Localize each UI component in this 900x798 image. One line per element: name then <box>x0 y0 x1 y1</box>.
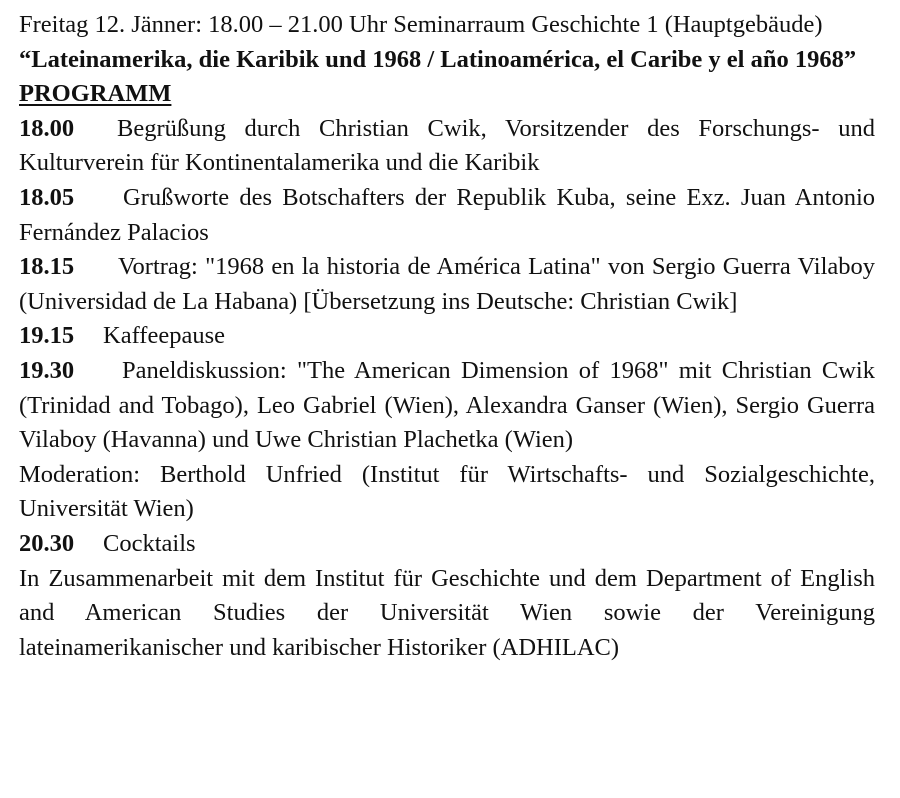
program-heading-text: PROGRAMM <box>19 80 172 108</box>
program-item-text: Kaffeepause <box>103 322 225 350</box>
program-item-time: 18.05 <box>19 183 75 211</box>
program-item-text: Begrüßung durch Christian Cwik, Vorsitzender des Forschungs- und Kulturverein für Kontinentalamerika und die Karibik <box>19 114 875 177</box>
program-item-text: Vortrag: "1968 en la historia de América Latina" von Sergio Guerra Vilaboy (Universidad de La Habana) [Übersetzung ins Deutsche: Christian Cwik] <box>19 253 875 315</box>
program-item <box>19 250 875 319</box>
program-item-text: Moderation: Berthold Unfried (Institut für Wirtschafts- und Sozialgeschichte, Universität Wien) <box>19 460 875 523</box>
document-body <box>19 8 875 665</box>
program-moderation <box>19 458 875 527</box>
program-item-time: 18.15 <box>19 253 75 281</box>
event-title: “Lateinamerika, die Karibik und 1968 / Latinoamérica, el Caribe y el año 1968” <box>19 45 857 73</box>
program-item-text: Cocktails <box>103 529 196 557</box>
program-heading <box>19 77 875 112</box>
program-item <box>19 319 875 354</box>
program-item-time: 19.15 <box>19 322 75 350</box>
event-date-location: Freitag 12. Jänner: 18.00 – 21.00 Uhr Seminarraum Geschichte 1 (Hauptgebäude) <box>19 11 823 38</box>
program-item-time: 19.30 <box>19 356 75 384</box>
cooperation-note: In Zusammenarbeit mit dem Institut für Geschichte und dem Department of English and American Studies der Universität Wien sowie der Vereinigung lateinamerikanischer und karibischer Historiker (ADHILAC) <box>19 564 875 661</box>
program-item <box>19 112 875 181</box>
program-item-time: 20.30 <box>19 529 75 557</box>
program-item <box>19 181 875 250</box>
program-item <box>19 527 875 562</box>
program-item-time: 18.00 <box>19 114 75 142</box>
program-item-text: Paneldiskussion: "The American Dimension of 1968" mit Christian Cwik (Trinidad and Tobago), Leo Gabriel (Wien), Alexandra Ganser (Wien), Sergio Guerra Vilaboy (Havanna) und Uwe Christian Plachetka (Wien) <box>19 356 875 454</box>
program-item <box>19 354 875 458</box>
program-item-text: Grußworte des Botschafters der Republik Kuba, seine Exz. Juan Antonio Fernández Palacios <box>19 183 875 246</box>
